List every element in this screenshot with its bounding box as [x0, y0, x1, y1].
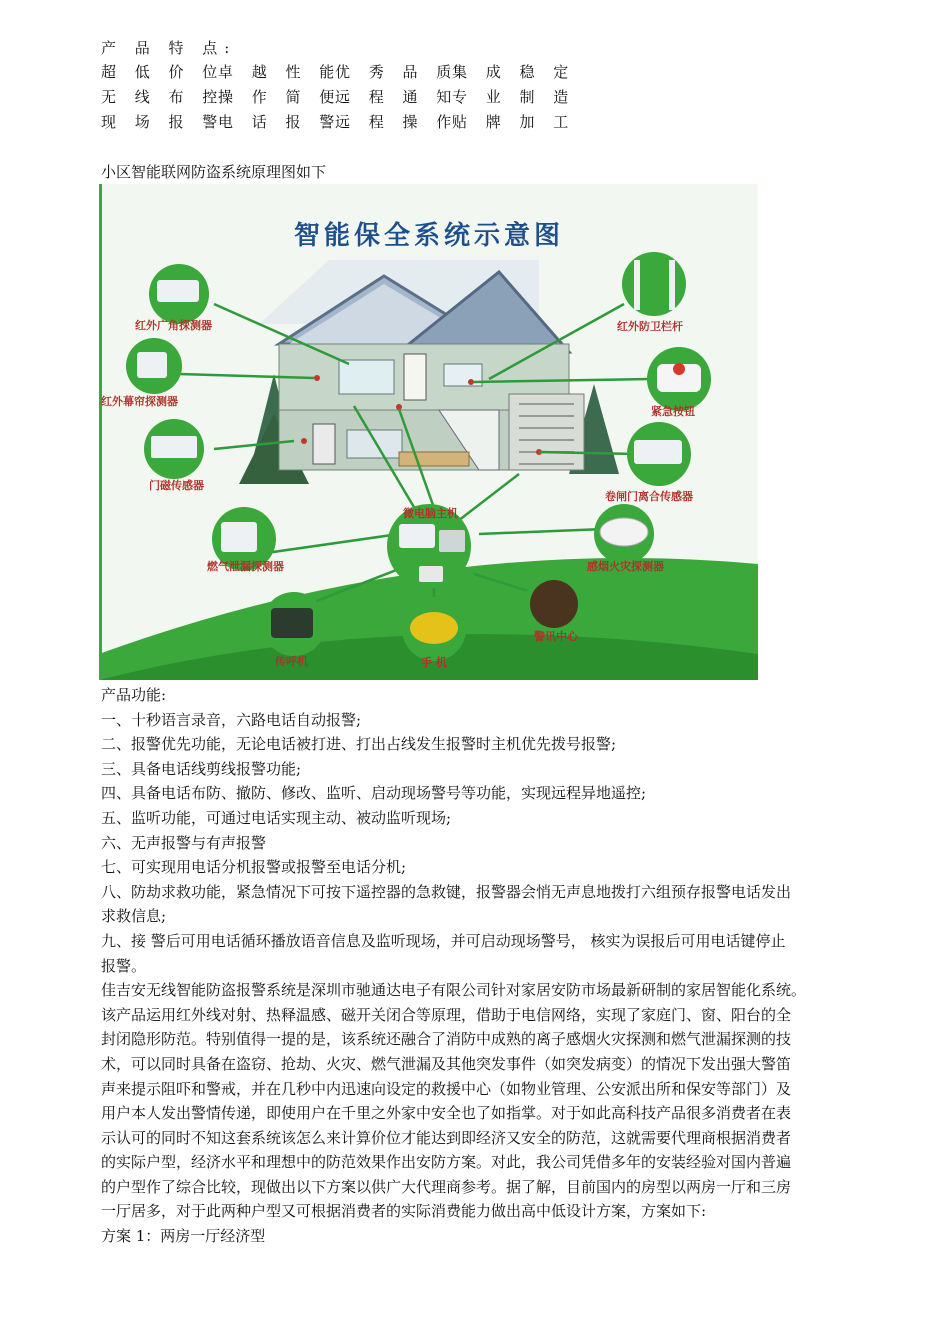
label-gas-leak: 燃气泄漏探测器: [207, 560, 284, 573]
function-item: 三、具备电话线剪线报警功能;: [101, 759, 302, 778]
feature-item: 卓 越 性 能: [218, 63, 342, 81]
security-system-diagram: [99, 184, 758, 680]
function-item: 求救信息;: [101, 907, 167, 926]
label-shutter-sensor: 卷闸门离合传感器: [605, 490, 693, 503]
label-door-magnet: 门磁传感器: [149, 479, 204, 492]
description-line: 该产品运用红外线对射、热释温感、磁开关闭合等原理，借助于电信网络，实现了家庭门、窗、阳台的全: [101, 1005, 792, 1024]
description-line: 一厅居多，对于此两种户型又可根据消费者的实际消费能力做出高中低设计方案，方案如下:: [101, 1202, 707, 1221]
diagram-caption: 小区智能联网防盗系统原理图如下: [101, 163, 327, 181]
label-main-unit: 微电脑主机: [403, 507, 458, 520]
function-item: 二、报警优先功能，无论电话被打进、打出占线发生报警时主机优先拨号报警;: [101, 735, 617, 754]
function-item: 四、具备电话布防、撤防、修改、监听、启动现场警号等功能，实现远程异地遥控;: [101, 784, 647, 803]
description-line: 声来提示阻吓和警戒，并在几秒中内迅速向设定的救援中心（如物业管理、公安派出所和保安等部门）及: [101, 1079, 792, 1098]
description-line: 的户型作了综合比较，现做出以下方案以供广大代理商参考。据了解，目前国内的房型以两房一厅和三房: [101, 1177, 792, 1196]
label-ir-fence: 红外防卫栏杆: [617, 320, 683, 333]
house-illustration: [259, 260, 584, 470]
function-item: 六、无声报警与有声报警: [101, 833, 267, 852]
feature-item: 无 线 布 控: [101, 88, 225, 106]
function-item: 报警。: [101, 956, 147, 975]
feature-item: 贴 牌 加 工: [452, 113, 576, 131]
description-line: 佳吉安无线智能防盗报警系统是深圳市驰通达电子有限公司针对家居安防市场最新研制的家居智能化系统。: [101, 981, 807, 1000]
function-item: 九、接 警后可用电话循环播放语音信息及监听现场，并可启动现场警号， 核实为误报后可用电话键停止: [101, 931, 786, 950]
label-smoke-detector: 感烟火灾探测器: [587, 560, 664, 573]
functions-section: [101, 683, 901, 1249]
functions-heading: 产品功能:: [101, 686, 167, 704]
label-ir-wide: 红外广角探测器: [135, 319, 212, 332]
diagram-title: 智能保全系统示意图: [293, 221, 565, 251]
function-item: 五、监听功能，可通过电话实现主动、被动监听现场;: [101, 808, 452, 827]
feature-item: 电 话 报 警: [218, 113, 342, 131]
label-ir-curtain: 红外幕帘探测器: [101, 395, 178, 408]
description-line: 的实际户型，经济水平和理想中的防范效果作出安防方案。对此，我公司凭借多年的安装经验对国内普遍: [101, 1153, 792, 1172]
description-line: 封闭隐形防范。特别值得一提的是，该系统还融合了消防中成熟的离子感烟火灾探测和燃气泄漏探测的技: [101, 1030, 792, 1049]
feature-item: 远 程 通 知: [335, 88, 459, 106]
feature-item: 远 程 操 作: [335, 113, 459, 131]
feature-item: 现 场 报 警: [101, 113, 225, 131]
label-fax: 传呼机: [275, 655, 308, 668]
description-line: 术，可以同时具备在盗窃、抢劫、火灾、燃气泄漏及其他突发事件（如突发病变）的情况下发出强大警笛: [101, 1054, 792, 1073]
feature-item: 专 业 制 造: [452, 88, 576, 106]
feature-item: 优 秀 品 质: [335, 63, 459, 81]
features-heading: 产 品 特 点:: [101, 39, 237, 57]
label-phone: 手 机: [421, 656, 447, 669]
function-item: 七、可实现用电话分机报警或报警至电话分机;: [101, 858, 407, 877]
label-panic-button: 紧急按钮: [651, 405, 695, 418]
feature-item: 集 成 稳 定: [452, 63, 576, 81]
plan-heading: 方案 1：两房一厅经济型: [101, 1227, 266, 1246]
description-line: 用户本人发出警情传递，即使用户在千里之外家中安全也了如指掌。对于如此高科技产品很多消费者在表: [101, 1104, 792, 1123]
ir-fence-icon: [622, 252, 686, 316]
description-line: 示认可的同时不知这套系统该怎么来计算价位才能达到即经济又安全的防范，这就需要代理商根据消费者: [101, 1128, 792, 1147]
function-item: 一、十秒语言录音，六路电话自动报警;: [101, 710, 362, 729]
label-alarm-center: 警讯中心: [534, 630, 578, 643]
feature-item: 操 作 简 便: [218, 88, 342, 106]
function-item: 八、防劫求救功能，紧急情况下可按下遥控器的急救键，报警器会悄无声息地拨打六组预存报警电话发出: [101, 882, 792, 901]
feature-item: 超 低 价 位: [101, 63, 225, 81]
